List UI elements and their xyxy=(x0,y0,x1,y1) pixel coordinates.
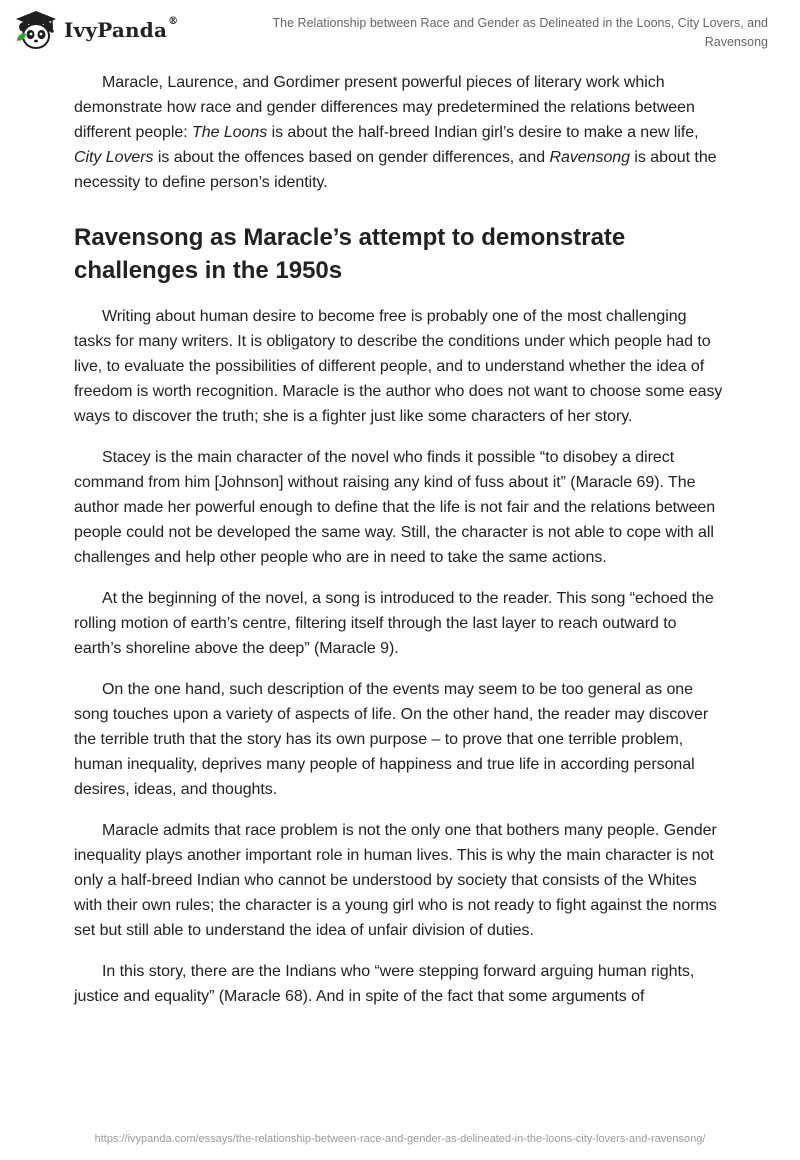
document-title-line: The Relationship between Race and Gender as Delineated in the Loons, City Lovers, and xyxy=(272,16,768,30)
panda-graduate-icon xyxy=(14,10,58,50)
section-heading: Ravensong as Maracle’s attempt to demonstrate challenges in the 1950s xyxy=(74,224,626,284)
essay-body xyxy=(74,70,726,1025)
body-paragraph: In this story, there are the Indians who “were stepping forward arguing human rights, justice and equality” (Maracle 68). And in spite of the fact that some arguments of xyxy=(74,963,695,1005)
ivypanda-logo[interactable] xyxy=(14,10,178,50)
body-paragraph: Stacey is the main character of the novel who finds it possible “to disobey a direct command from him [Johnson] without raising any kind of fuss about it” (Maracle 69). The author made her powerful enough to define that the life is not fair and the relations between people could not be developed the same way. Still, the character is not able to cope with all challenges and help other people who are in need to take the same actions. xyxy=(74,449,716,566)
work-title: Ravensong xyxy=(549,149,630,166)
page-header xyxy=(0,0,800,70)
document-title xyxy=(248,14,768,52)
intro-paragraph: Maracle, Laurence, and Gordimer present powerful pieces of literary work which demonstrate how race and gender differences may predetermined the relations between different people: The Loons is about the half-breed Indian girl’s desire to make a new life, City Lovers is about the offences based on gender differences, and Ravensong is about the necessity to define person’s identity. xyxy=(74,74,717,191)
body-paragraph: Writing about human desire to become free is probably one of the most challenging tasks for many writers. It is obligatory to describe the conditions under which people had to live, to evaluate the possibilities of different people, and to understand whether the idea of freedom is worth recognition. Maracle is the author who does not want to choose some easy ways to discover the truth; she is a fighter just like some characters of her story. xyxy=(74,308,723,425)
document-title-line: Ravensong xyxy=(704,35,768,49)
registered-mark: ® xyxy=(168,16,179,27)
source-url[interactable]: https://ivypanda.com/essays/the-relationship-between-race-and-gender-as-delineated-in-the-loons-city-lovers-and-ravensong/ xyxy=(94,1133,706,1145)
brand-name: IvyPanda® xyxy=(64,16,179,42)
body-paragraph: Maracle admits that race problem is not the only one that bothers many people. Gender inequality plays another important role in human lives. This is why the main character is not only a half-breed Indian who cannot be understood by society that consists of the Whites with their own rules; the character is a young girl who is not ready to fight against the norms set but still able to understand the idea of unfair division of duties. xyxy=(74,822,717,939)
body-paragraph: On the one hand, such description of the events may seem to be too general as one song touches upon a variety of aspects of life. On the other hand, the reader may discover the terrible truth that the story has its own purpose – to prove that one terrible problem, human inequality, deprives many people of happiness and true life in according personal desires, ideas, and thoughts. xyxy=(74,681,709,798)
work-title: City Lovers xyxy=(74,149,154,166)
body-paragraph: At the beginning of the novel, a song is introduced to the reader. This song “echoed the rolling motion of earth’s centre, filtering itself through the last layer to reach outward to earth’s shoreline above the deep” (Maracle 9). xyxy=(74,590,714,657)
work-title: The Loons xyxy=(192,124,268,141)
